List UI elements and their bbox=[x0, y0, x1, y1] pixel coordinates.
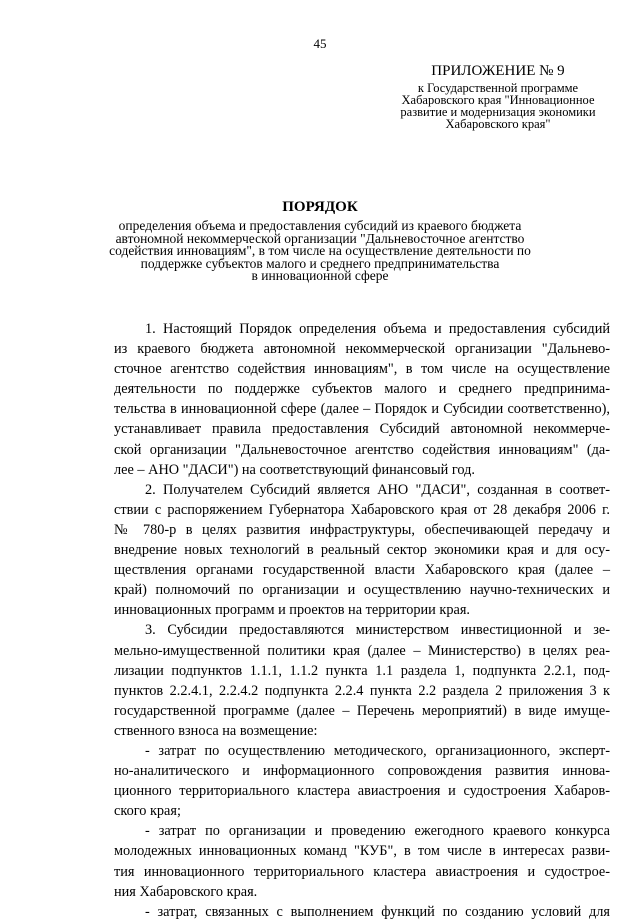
subtitle-line: в инновационной сфере bbox=[251, 268, 389, 283]
body-line: - затрат по осуществлению методического, организационного, эксперт- bbox=[145, 742, 610, 759]
body-line: ского края; bbox=[114, 803, 181, 820]
body-line: тельства в инновационной сфере (далее – Порядок и Субсидии соответственно), bbox=[114, 401, 610, 418]
body-line: деятельности по поддержке субъектов малого и среднего предпринима- bbox=[114, 381, 610, 398]
body-line: тия инновационного территориального кластера авиастроения и судострое- bbox=[114, 863, 610, 880]
body-line: лизации подпунктов 1.1.1, 1.1.2 пункта 1.1 раздела 1, подпункта 2.2.1, под- bbox=[114, 662, 610, 679]
appendix-title: ПРИЛОЖЕНИЕ № 9 bbox=[431, 63, 565, 79]
body-line: 1. Настоящий Порядок определения объема и предоставления субсидий bbox=[145, 321, 610, 337]
appendix-line: Хабаровского края" bbox=[445, 117, 551, 131]
appendix-line: к Государственной программе bbox=[417, 81, 579, 95]
body-line: но-аналитического и информационного сопровождения развития иннова- bbox=[114, 763, 610, 780]
body-line: ния Хабаровского края. bbox=[114, 883, 258, 900]
body-line: 3. Субсидии предоставляются министерством инвестиционной и зе- bbox=[145, 622, 610, 639]
page-number: 45 bbox=[313, 36, 327, 51]
body-text bbox=[114, 319, 610, 922]
body-line: край) полномочий по организации и осуществлению научно-технических и bbox=[114, 582, 610, 599]
subtitle-line: содействия инновациям", в том числе на осуществление деятельности по bbox=[109, 243, 531, 258]
body-line: государственной программе (далее – Перечень мероприятий) в виде имуще- bbox=[114, 702, 610, 719]
body-line: ственного взноса на возмещение: bbox=[114, 722, 318, 739]
subtitle-line: автономной некоммерческой организации "Дальневосточное агентство bbox=[115, 230, 525, 246]
appendix-line: Хабаровского края "Инновационное bbox=[401, 93, 595, 107]
body-line: ствии с распоряжением Губернатора Хабаровского края от 28 декабря 2006 г. bbox=[114, 501, 610, 518]
body-line: - затрат, связанных с выполнением функций по созданию условий для bbox=[145, 903, 610, 920]
body-line: молодежных инновационных команд "КУБ", в том числе в интересах разви- bbox=[114, 843, 610, 860]
appendix-line: развитие и модернизация экономики bbox=[400, 105, 596, 119]
body-line: мельно-имущественной политики края (далее – Министерство) в целях реа- bbox=[114, 642, 610, 659]
body-line: из краевого бюджета автономной некоммерческой организации "Дальнево- bbox=[114, 341, 610, 358]
body-line: устанавливает правила предоставления Субсидий автономной некоммерче- bbox=[114, 421, 610, 438]
body-line: 2. Получателем Субсидий является АНО "ДАСИ", созданная в соответ- bbox=[145, 481, 610, 498]
body-line: внедрение новых технологий в реальный сектор экономики края и для осу- bbox=[114, 542, 610, 559]
subtitle-line: определения объема и предоставления субсидий из краевого бюджета bbox=[118, 218, 522, 233]
body-line: ской организации "Дальневосточное агентство содействия инновациям" (да- bbox=[114, 441, 610, 458]
body-line: инновационных программ и проектов на территории края. bbox=[114, 602, 470, 619]
body-line: ционного территориального кластера авиастроения и судостроения Хабаров- bbox=[114, 783, 610, 800]
document-subtitle bbox=[0, 220, 640, 283]
document-title: ПОРЯДОК bbox=[282, 199, 358, 215]
appendix-block bbox=[386, 62, 610, 130]
body-line: пунктов 2.2.4.1, 2.2.4.2 подпункта 2.2.4 пункта 2.2 раздела 2 приложения 3 к bbox=[114, 682, 610, 699]
body-line: ществления органами государственной власти Хабаровского края (далее – bbox=[114, 562, 610, 579]
subtitle-line: поддержке субъектов малого и среднего предпринимательства bbox=[140, 255, 500, 271]
body-line: лее – АНО "ДАСИ") на соответствующий финансовый год. bbox=[114, 461, 475, 478]
body-line: - затрат по организации и проведению ежегодного краевого конкурса bbox=[145, 823, 610, 840]
body-line: № 780-р в целях развития инфраструктуры, обеспечивающей передачу и bbox=[114, 521, 610, 538]
body-line: сточное агентство содействия инновациям", в том числе на осуществление bbox=[114, 361, 610, 378]
